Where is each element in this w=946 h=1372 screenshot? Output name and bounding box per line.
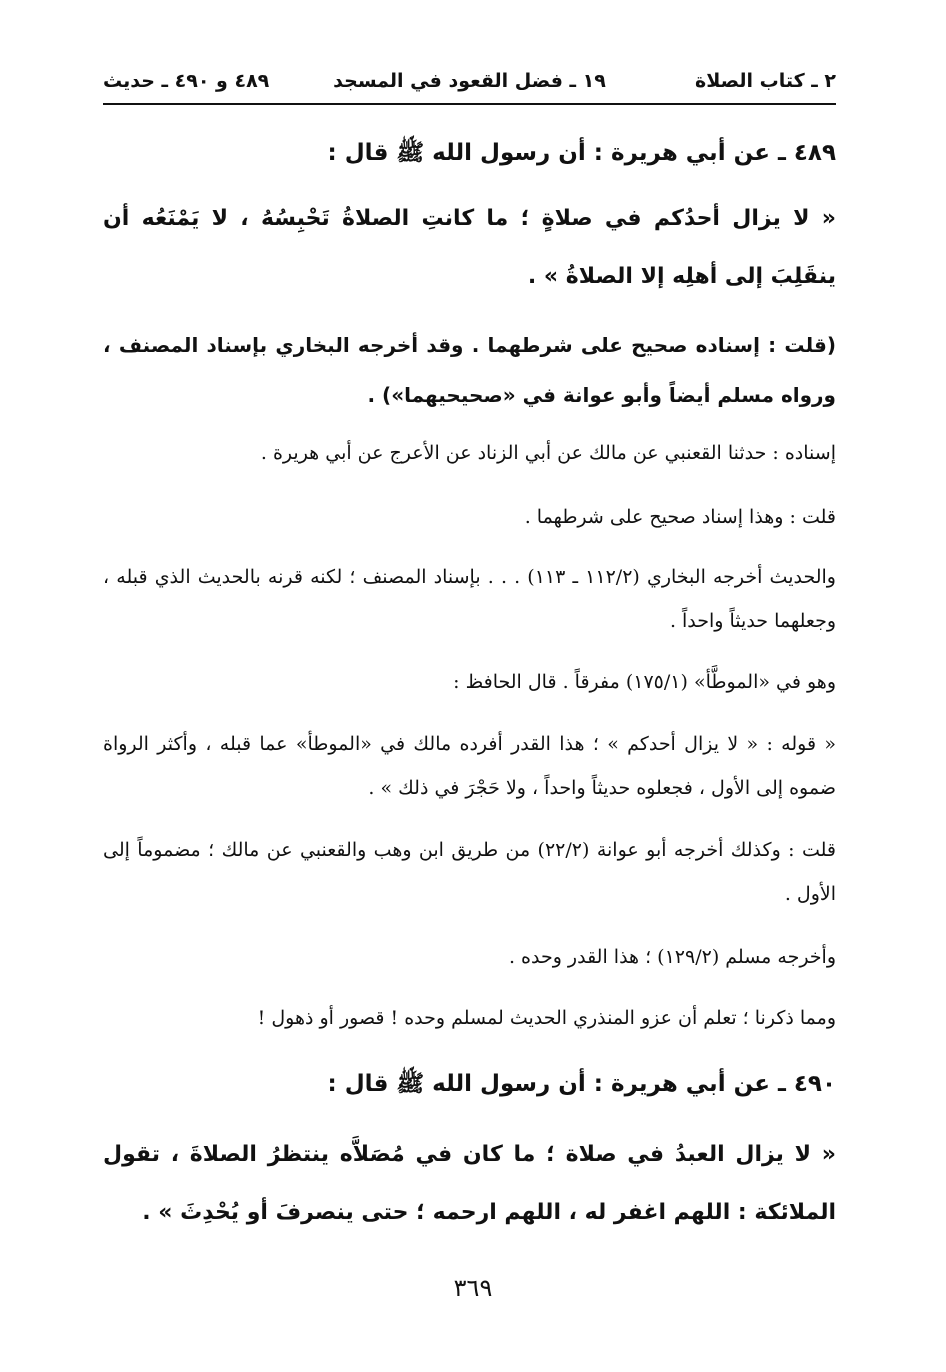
note-mundhiri: ومما ذكرنا ؛ تعلم أن عزو المنذري الحديث لمسلم وحده ! قصور أو ذهول ! xyxy=(257,1007,836,1029)
hadith-489-heading: ٤٨٩ ـ عن أبي هريرة : أن رسول الله ﷺ قال : xyxy=(327,140,836,166)
note-bukhari: والحديث أخرجه البخاري (١١٢/٢ ـ ١١٣) . . . بإسناد المصنف ؛ لكنه قرنه بالحديث الذي قبله ، وجعلهما حديثاً واحداً . xyxy=(103,566,836,632)
note-muslim: وأخرجه مسلم (١٢٩/٢) ؛ هذا القدر وحده . xyxy=(508,946,836,968)
note-grading: قلت : وهذا إسناد صحيح على شرطهما . xyxy=(524,506,836,528)
note-abu-awana: قلت : وكذلك أخرجه أبو عوانة (٢٢/٢) من طريق ابن وهب والقعنبي عن مالك ؛ مضموماً إلى الأول . xyxy=(103,839,836,905)
note-muwatta: وهو في «الموطَّأ» (١٧٥/١) مفرقاً . قال الحافظ : xyxy=(453,671,836,693)
note-hafiz-quote: « قوله : « لا يزال أحدكم » ؛ هذا القدر أفرده مالك في «الموطأ» عما قبله ، وأكثر الرواة ضموه إلى الأول ، فجعلوه حديثاً واحداً ، ولا حَجْرَ في ذلك » . xyxy=(103,733,836,799)
header-hadith-range: ٤٨٩ و ٤٩٠ ـ حديث xyxy=(103,70,270,92)
hadith-489-comment: (قلت : إسناده صحيح على شرطهما . وقد أخرجه البخاري بإسناد المصنف ، ورواه مسلم أيضاً وأبو عوانة في «صحيحيهما») . xyxy=(103,333,836,407)
header-book-title: ٢ ـ كتاب الصلاة xyxy=(695,70,836,92)
hadith-489-text: « لا يزال أحدُكم في صلاةٍ ؛ ما كانتِ الصلاةُ تَحْبِسُهُ ، لا يَمْنَعُه أن ينقَلِبَ إلى أهلِه إلا الصلاةُ » . xyxy=(103,206,836,289)
header-rule xyxy=(103,103,836,105)
page-number: ٣٦٩ xyxy=(453,1274,493,1302)
header-chapter-title: ١٩ ـ فضل القعود في المسجد xyxy=(333,70,606,92)
hadith-490-heading: ٤٩٠ ـ عن أبي هريرة : أن رسول الله ﷺ قال : xyxy=(327,1071,836,1097)
hadith-490-text: « لا يزال العبدُ في صلاة ؛ ما كان في مُصَلاَّه ينتظرُ الصلاةَ ، تقول الملائكة : اللهم اغفر له ، اللهم ارحمه ؛ حتى ينصرفَ أو يُحْدِثَ » . xyxy=(103,1142,836,1225)
running-header xyxy=(103,70,836,98)
note-isnad: إسناده : حدثنا القعنبي عن مالك عن أبي الزناد عن الأعرج عن أبي هريرة . xyxy=(260,442,836,464)
